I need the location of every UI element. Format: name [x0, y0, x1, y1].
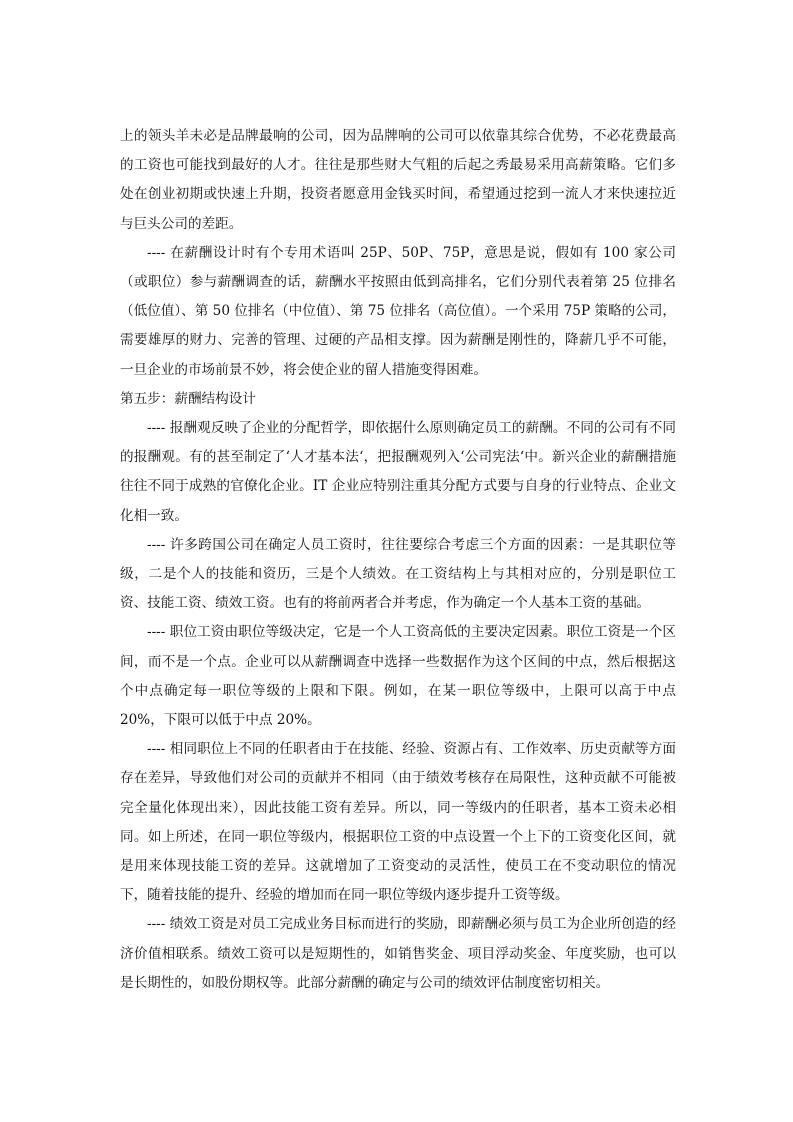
paragraph-position-pay: ---- 职位工资由职位等级决定，它是一个人工资高低的主要决定因素。职位工资是一个区间，而不是一个点。企业可以从薪酬调查中选择一些数据作为这个区间的中点，然后根据这个中点确定每一职位等级的上限和下限。例如，在某一职位等级中，上限可以高于中点 20%，下限可以低于中点 20%。	[120, 624, 676, 729]
paragraph-intro-continued: 上的领头羊未必是品牌最响的公司，因为品牌响的公司可以依靠其综合优势，不必花费最高的工资也可能找到最好的人才。往往是那些财大气粗的后起之秀最易采用高薪策略。它们多处在创业初期或快速上升期，投资者愿意用金钱买时间，希望通过挖到一流人才来快速拉近与巨头公司的差距。	[120, 128, 676, 232]
document-page	[120, 122, 676, 998]
paragraph-compensation-philosophy: ---- 报酬观反映了企业的分配哲学，即依据什么原则确定员工的薪酬。不同的公司有不同的报酬观。有的甚至制定了‘人才基本法‘，把报酬观列入‘公司宪法‘中。新兴企业的薪酬措施往往不同于成熟的官僚化企业。IT 企业应特别注重其分配方式要与自身的行业特点、企业文化相一致。	[120, 420, 676, 524]
paragraph-performance-pay: ---- 绩效工资是对员工完成业务目标而进行的奖励，即薪酬必须与员工为企业所创造的经济价值相联系。绩效工资可以是短期性的，如销售奖金、项目浮动奖金、年度奖励，也可以是长期性的，如股份期权等。此部分薪酬的确定与公司的绩效评估制度密切相关。	[120, 916, 676, 991]
paragraph-salary-factors: ---- 许多跨国公司在确定人员工资时，往往要综合考虑三个方面的因素：一是其职位等级，二是个人的技能和资历，三是个人绩效。在工资结构上与其相对应的，分别是职位工资、技能工资、绩效工资。也有的将前两者合并考虑，作为确定一个人基本工资的基础。	[120, 536, 676, 612]
section-heading-step-five: 第五步：薪酬结构设计	[120, 390, 256, 407]
paragraph-75p-strategy: ---- 在薪酬设计时有个专用术语叫 25P、50P、75P，意思是说，假如有 100 家公司（或职位）参与薪酬调查的话，薪酬水平按照由低到高排名，它们分别代表着第 25 位排名（低位值）、第 50 位排名（中位值）、第 75 位排名（高位值）。一个采用 75P 策略的公司，需要雄厚的财力、完善的管理、过硬的产品相支撑。因为薪酬是刚性的，降薪几乎不可能，一旦企业的市场前景不妙，将会使企业的留人措施变得困难。	[120, 244, 676, 378]
paragraph-skill-pay: ---- 相同职位上不同的任职者由于在技能、经验、资源占有、工作效率、历史贡献等方面存在差异，导致他们对公司的贡献并不相同（由于绩效考核存在局限性，这种贡献不可能被完全量化体现出来），因此技能工资有差异。所以，同一等级内的任职者，基本工资未必相同。如上所述，在同一职位等级内，根据职位工资的中点设置一个上下的工资变化区间，就是用来体现技能工资的差异。这就增加了工资变动的灵活性，使员工在不变动职位的情况下，随着技能的提升、经验的增加而在同一职位等级内逐步提升工资等级。	[120, 741, 676, 904]
